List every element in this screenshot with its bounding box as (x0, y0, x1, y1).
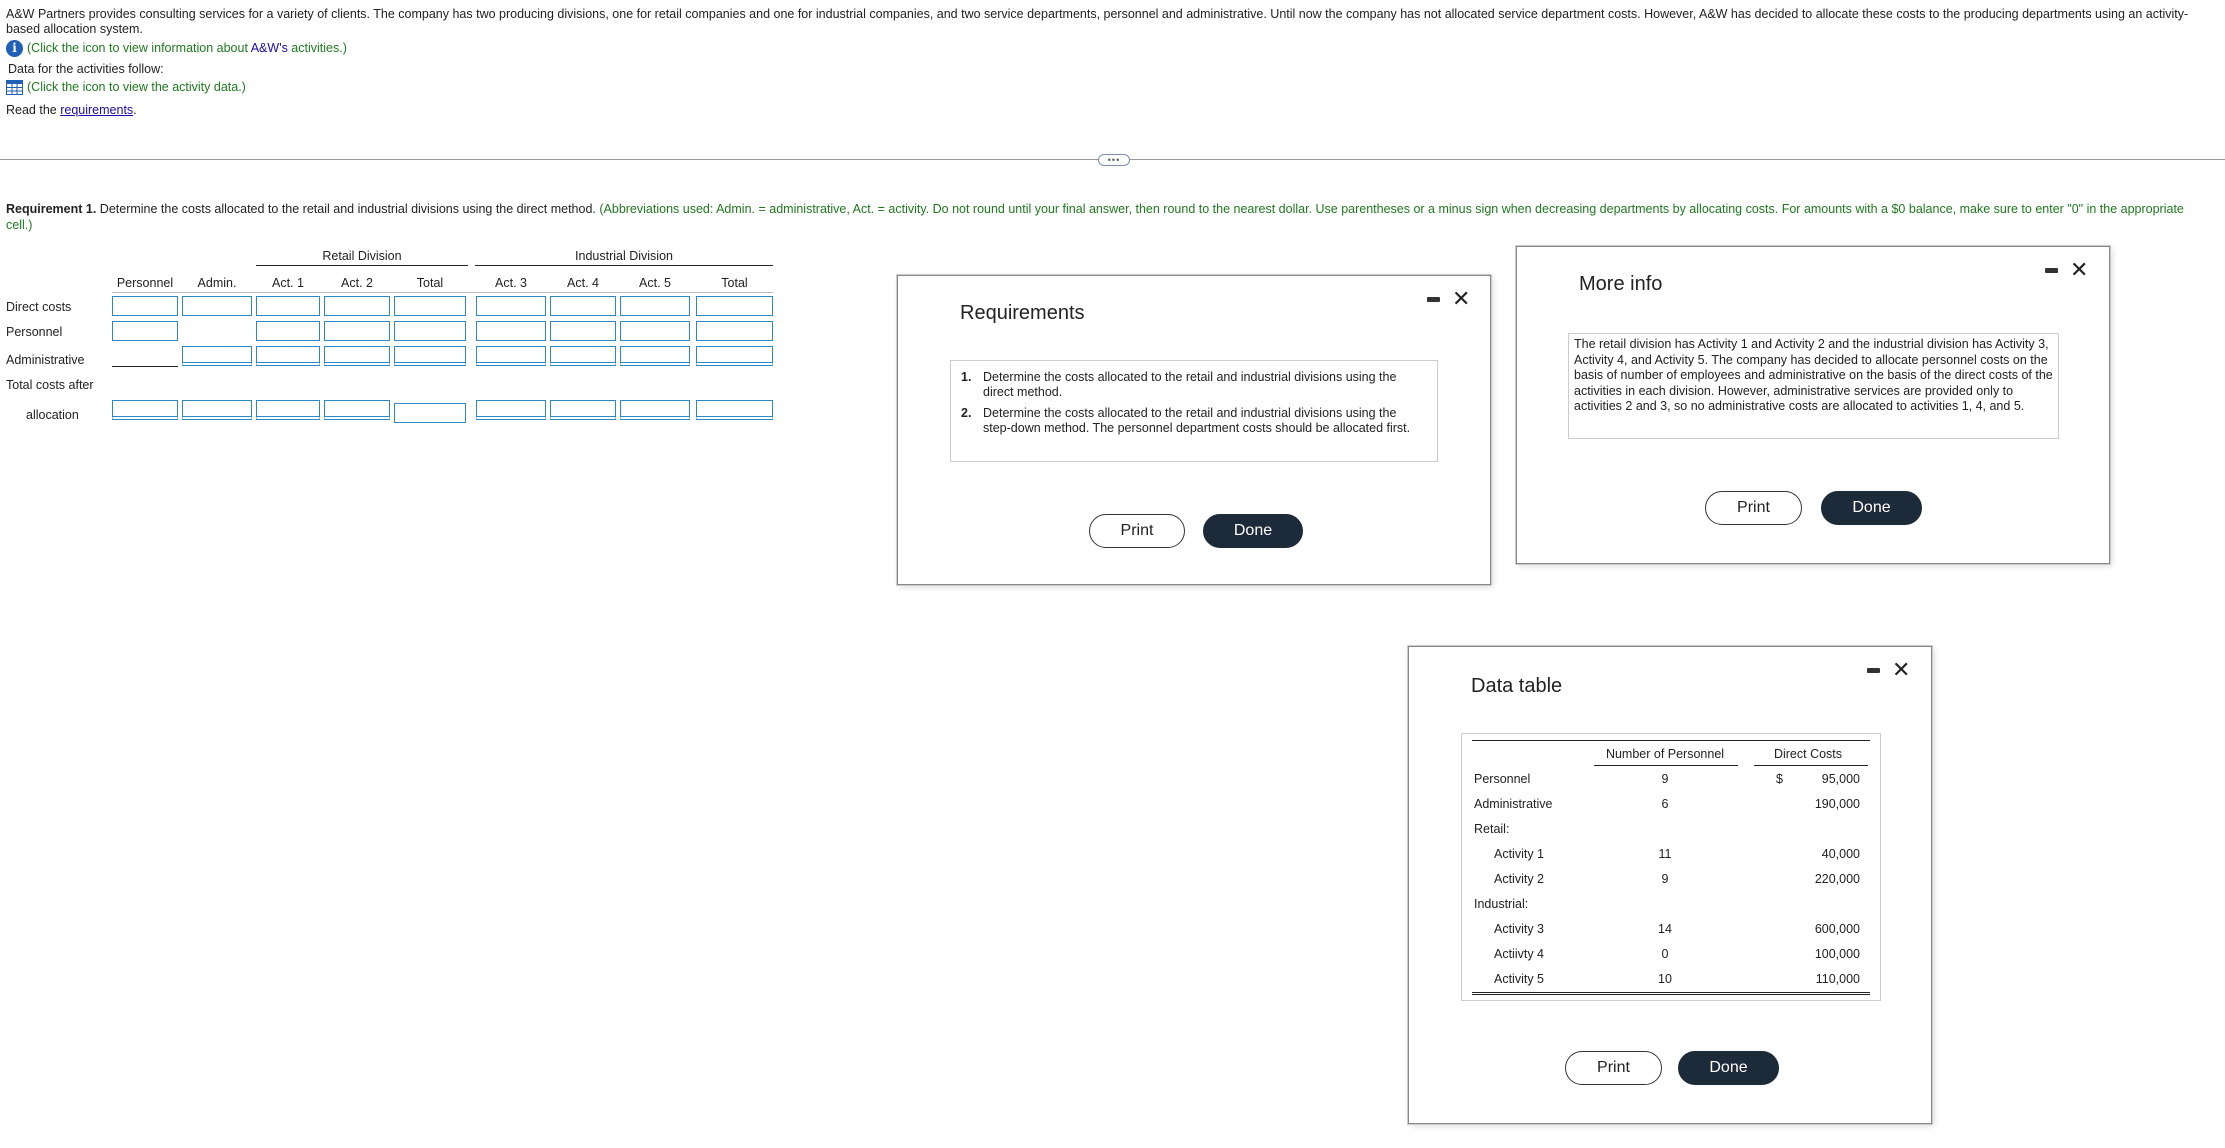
input-admin-admin[interactable] (182, 346, 252, 366)
data-table-row (1462, 868, 1880, 893)
more-info-text-box: The retail division has Activity 1 and Activity 2 and the industrial division has Activity 3, Activity 4, and Activity 5. The company has decided to allocate personnel costs on the basis of number of employees and administrative on the basis of the direct costs of the activities in each division. However, administrative services are provided only to activities 2 and 3, so no administrative costs are allocated to activities 1, 4, and 5. (1568, 333, 2059, 439)
requirement-item: 1. Determine the costs allocated to the retail and industrial divisions using the direct method. (961, 370, 1397, 399)
input-direct-admin[interactable] (182, 296, 252, 316)
input-personnel-act2[interactable] (324, 321, 390, 341)
data-table-row (1462, 918, 1880, 943)
row-label: Administrative (1474, 797, 1553, 811)
requirements-list (961, 370, 1427, 436)
close-icon[interactable]: ✕ (2070, 257, 2089, 282)
row-label: Activity 5 (1494, 972, 1545, 986)
minimize-icon[interactable] (1867, 668, 1880, 673)
input-total-personnel[interactable] (112, 400, 178, 420)
col-act-5: Act. 5 (639, 276, 671, 290)
input-admin-retail-total[interactable] (394, 346, 466, 366)
row-direct-costs: 40,000 (1821, 847, 1860, 861)
row-administrative: Administrative (6, 353, 85, 367)
input-direct-act5[interactable] (620, 296, 690, 316)
data-table-row (1462, 768, 1880, 793)
row-personnel-count: 10 (1658, 972, 1672, 986)
info-icon[interactable]: i (6, 40, 23, 57)
input-direct-personnel[interactable] (112, 296, 178, 316)
row-label: Personnel (1474, 772, 1531, 786)
input-direct-act3[interactable] (476, 296, 546, 316)
col-act-4: Act. 4 (567, 276, 599, 290)
row-direct-costs: 110,000 (1815, 972, 1860, 986)
row-label: Activity 1 (1494, 847, 1545, 861)
info-link-text[interactable]: (Click the icon to view information about A&W's activities.) (27, 41, 347, 55)
col-act-1: Act. 1 (272, 276, 304, 290)
row-direct-costs: 100,000 (1814, 947, 1860, 961)
data-link-line[interactable] (6, 80, 2211, 95)
data-table-row (1462, 843, 1880, 868)
col-costs-underline (1754, 765, 1868, 766)
col-retail-total: Total (416, 276, 444, 290)
table-bottom-rule (1472, 992, 1870, 995)
table-grid-icon[interactable] (6, 80, 23, 95)
col-number-of-personnel: Number of Personnel (1605, 747, 1725, 761)
input-total-retail-total[interactable] (394, 403, 466, 423)
input-personnel-act3[interactable] (476, 321, 546, 341)
minimize-icon[interactable] (1427, 297, 1440, 302)
row-label: Industrial: (1474, 897, 1529, 911)
input-total-act1[interactable] (256, 400, 320, 420)
input-total-admin[interactable] (182, 400, 252, 420)
intro-section (6, 7, 2211, 118)
input-personnel-act5[interactable] (620, 321, 690, 341)
retail-division-header: Retail Division (322, 249, 402, 263)
data-table-row (1462, 968, 1880, 993)
requirements-link[interactable]: requirements (60, 103, 134, 117)
requirement-1-label: Requirement 1. (6, 202, 97, 216)
data-table-box (1461, 733, 1881, 1001)
more-info-dialog (1516, 246, 2110, 564)
requirements-window-controls (1427, 286, 1471, 311)
row-label: Actiivty 4 (1494, 947, 1545, 961)
divider-drag-handle[interactable]: ••• (1098, 154, 1130, 166)
data-table-row (1462, 818, 1880, 843)
print-button[interactable]: Print (1565, 1051, 1662, 1085)
info-link-line[interactable] (6, 40, 2211, 57)
row-direct-costs: 95,000 (1821, 772, 1860, 786)
requirement-item: 2. Determine the costs allocated to the retail and industrial divisions using the step-down method. The personnel department costs should be allocated first. (961, 406, 1411, 435)
data-table-title: Data table (1471, 675, 1563, 697)
col-direct-costs: Direct Costs (1773, 747, 1843, 761)
print-button[interactable]: Print (1089, 514, 1185, 548)
input-total-industrial-total[interactable] (696, 400, 773, 420)
col-industrial-total: Total (721, 276, 748, 290)
row-personnel-count: 0 (1661, 947, 1669, 961)
input-direct-retail-total[interactable] (394, 296, 466, 316)
input-personnel-retail-total[interactable] (394, 321, 466, 341)
close-icon[interactable]: ✕ (1452, 286, 1471, 311)
input-admin-act2[interactable] (324, 346, 390, 366)
input-direct-industrial-total[interactable] (696, 296, 773, 316)
retail-header-underline (256, 265, 468, 266)
more-info-title: More info (1579, 273, 1663, 295)
more-info-window-controls (2045, 257, 2089, 282)
input-personnel-personnel[interactable] (112, 321, 178, 341)
input-admin-act4[interactable] (550, 346, 616, 366)
col-personnel-underline (1594, 765, 1738, 766)
row-personnel: Personnel (6, 325, 63, 339)
col-personnel: Personnel (116, 276, 174, 290)
row-direct-costs: 190,000 (1814, 797, 1860, 811)
row-total-costs-after: Total costs after (6, 378, 94, 392)
data-table-dialog (1408, 646, 1932, 1124)
row-direct-costs: Direct costs (6, 300, 72, 314)
row-personnel-count: 6 (1661, 797, 1669, 811)
row-label: Retail: (1474, 822, 1510, 836)
row-personnel-count: 9 (1661, 872, 1669, 886)
input-total-act5[interactable] (620, 400, 690, 420)
input-personnel-industrial-total[interactable] (696, 321, 773, 341)
requirements-dialog (897, 275, 1491, 585)
input-total-act3[interactable] (476, 400, 546, 420)
input-total-act4[interactable] (550, 400, 616, 420)
print-button[interactable]: Print (1705, 491, 1802, 525)
input-personnel-act4[interactable] (550, 321, 616, 341)
data-follow-text: Data for the activities follow: (8, 62, 164, 76)
input-direct-act2[interactable] (324, 296, 390, 316)
done-button[interactable]: Done (1203, 514, 1303, 548)
data-table-row (1462, 943, 1880, 968)
requirement-1-prompt (6, 201, 2211, 233)
close-icon[interactable]: ✕ (1892, 657, 1911, 682)
input-direct-act1[interactable] (256, 296, 320, 316)
input-admin-industrial-total[interactable] (696, 346, 773, 366)
row-direct-costs: 220,000 (1814, 872, 1860, 886)
industrial-header-underline (475, 265, 773, 266)
input-admin-act1[interactable] (256, 346, 320, 366)
column-header-rule (112, 292, 773, 293)
input-total-act2[interactable] (324, 400, 390, 420)
row-personnel-count: 9 (1661, 772, 1669, 786)
input-admin-act5[interactable] (620, 346, 690, 366)
admin-row-personnel-underline (112, 366, 178, 367)
read-requirements-line: Read the requirements. (6, 103, 137, 117)
data-table-row (1462, 793, 1880, 818)
done-button[interactable]: Done (1678, 1051, 1779, 1085)
data-table-window-controls (1867, 657, 1911, 682)
row-currency: $ (1776, 772, 1783, 786)
data-link-text[interactable]: (Click the icon to view the activity data.) (27, 80, 246, 94)
col-admin: Admin. (197, 276, 237, 290)
requirement-1-text: Determine the costs allocated to the retail and industrial divisions using the direct method. (96, 202, 596, 216)
done-button[interactable]: Done (1821, 491, 1922, 525)
intro-paragraph: A&W Partners provides consulting services for a variety of clients. The company has two producing divisions, one for retail companies and one for industrial companies, and two service departments, personnel and administrative. Until now the company has not allocated service department costs. However, A&W has decided to allocate these costs to the producing departments using an activity-based allocation system. (6, 7, 2189, 36)
input-admin-act3[interactable] (476, 346, 546, 366)
requirements-list-box (950, 360, 1438, 462)
row-label: Activity 3 (1494, 922, 1545, 936)
row-allocation: allocation (26, 408, 79, 422)
row-personnel-count: 11 (1658, 847, 1672, 861)
col-act-3: Act. 3 (495, 276, 527, 290)
requirements-title: Requirements (960, 302, 1085, 324)
col-act-2: Act. 2 (341, 276, 373, 290)
input-direct-act4[interactable] (550, 296, 616, 316)
row-label: Activity 2 (1494, 872, 1545, 886)
industrial-division-header: Industrial Division (575, 249, 673, 263)
requirement-1-hint: (Abbreviations used: Admin. = administrative, Act. = activity. Do not round until your final answer, then round to the nearest dollar. Use parentheses or a minus sign when decreasing departments by allocating costs. For amounts with a $0 balance, make sure to enter "0" in the appropriate cell.) (6, 202, 2184, 232)
row-personnel-count: 14 (1658, 922, 1672, 936)
data-table-row (1462, 893, 1880, 918)
table-top-rule (1472, 740, 1870, 741)
minimize-icon[interactable] (2045, 268, 2058, 273)
row-direct-costs: 600,000 (1814, 922, 1860, 936)
input-personnel-act1[interactable] (256, 321, 320, 341)
